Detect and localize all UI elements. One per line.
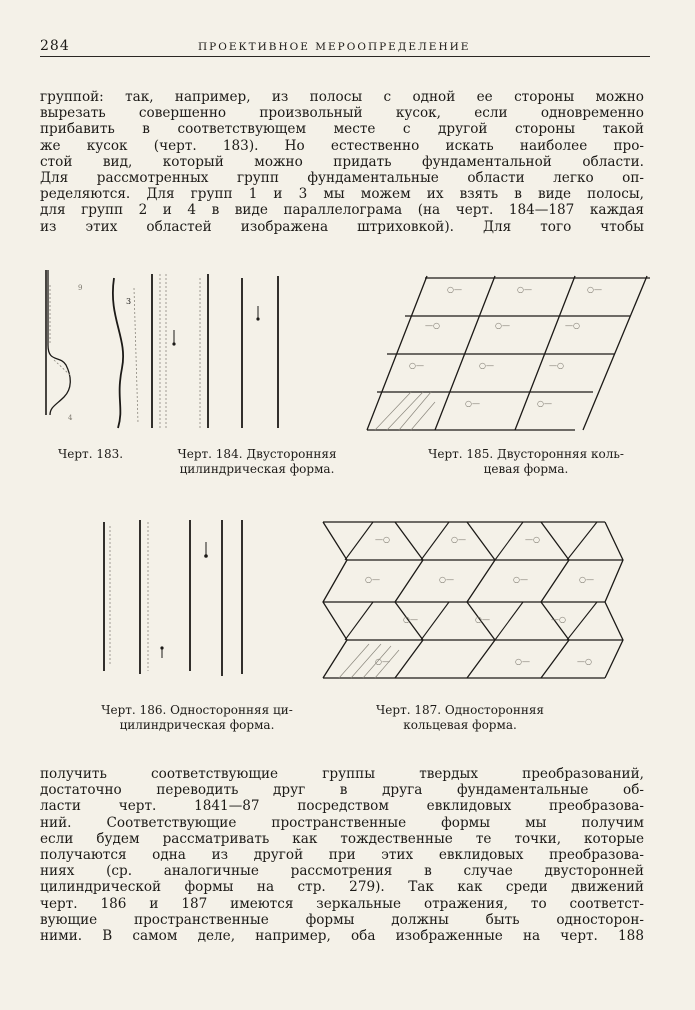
- svg-text:—○: —○: [549, 361, 564, 370]
- svg-text:○—: ○—: [375, 657, 390, 666]
- caption-fig-186: [74, 703, 320, 733]
- svg-text:○—: ○—: [439, 575, 454, 584]
- svg-text:○—: ○—: [403, 615, 418, 624]
- svg-text:○—: ○—: [515, 657, 530, 666]
- text-line: стой вид, который можно придать фундаментальной области.: [40, 153, 644, 170]
- text-line: ний. Соответствующие пространственные формы мы получим: [40, 814, 644, 831]
- text-line: для групп 2 и 4 в виде параллелограма (на черт. 184—187 каждая: [40, 202, 644, 219]
- svg-text:○—: ○—: [537, 399, 552, 408]
- text-line: ниях (ср. аналогичные рассмотрения в случае двусторонней: [40, 863, 644, 880]
- caption-line: Черт. 187. Односторонняя: [376, 703, 544, 717]
- caption-line: цилиндрическая форма.: [119, 718, 275, 732]
- svg-text:4: 4: [68, 414, 73, 422]
- text-line: цилиндрической формы на стр. 279). Так как среди движений: [40, 879, 644, 896]
- page-number: 284: [40, 38, 70, 54]
- paragraph-bottom: [40, 766, 644, 944]
- svg-text:—○: —○: [551, 615, 566, 624]
- svg-text:—○: —○: [525, 535, 540, 544]
- caption-line: цилиндрическая форма.: [179, 462, 335, 476]
- text-line: же кусок (черт. 183). Но естественно искать наиболее про-: [40, 137, 644, 154]
- svg-text:—○: —○: [577, 657, 592, 666]
- text-line: ределяются. Для групп 1 и 3 мы можем их взять в виде полосы,: [40, 186, 644, 203]
- figure-184: [102, 268, 312, 433]
- text-line: ними. В самом деле, например, оба изображенные на черт. 188: [40, 928, 644, 945]
- caption-line: Черт. 185. Двусторонняя коль-: [428, 447, 624, 461]
- text-line: достаточно переводить друг в друга фундаментальные об-: [40, 782, 644, 799]
- caption-line: цевая форма.: [483, 462, 569, 476]
- text-line: получаются одна из другой при этих евклидовых преобразова-: [40, 847, 644, 864]
- svg-text:○—: ○—: [579, 575, 594, 584]
- svg-text:—○: —○: [375, 535, 390, 544]
- svg-text:○—: ○—: [517, 285, 532, 294]
- svg-text:○—: ○—: [495, 321, 510, 330]
- text-line: прибавить в соответствующем месте с другой стороны такой: [40, 121, 644, 138]
- caption-fig-184: [152, 447, 362, 477]
- figure-187: [315, 516, 630, 681]
- text-line: группой: так, например, из полосы с одной ее стороны можно: [40, 89, 644, 105]
- svg-text:○—: ○—: [587, 285, 602, 294]
- svg-text:○—: ○—: [513, 575, 528, 584]
- running-title: ПРОЕКТИВНОЕ МЕРООПРЕДЕЛЕНИЕ: [198, 41, 471, 53]
- page-header: [40, 34, 650, 57]
- text-line: из этих областей изображена штриховкой). Для того чтобы: [40, 218, 644, 235]
- text-line: ласти черт. 1841—87 посредством евклидовых преобразова-: [40, 798, 644, 815]
- text-line: вующие пространственные формы должны быть односторон-: [40, 911, 644, 928]
- caption-fig-185: [398, 447, 654, 477]
- svg-text:—○: —○: [565, 321, 580, 330]
- text-line: Для рассмотренных групп фундаментальные области легко оп-: [40, 170, 644, 187]
- svg-text:○—: ○—: [475, 615, 490, 624]
- text-line: если будем рассматривать как тождественные те точки, которые: [40, 830, 644, 847]
- paragraph-top: [40, 89, 644, 235]
- caption-line: Черт. 183.: [58, 447, 124, 461]
- figure-185: [365, 268, 655, 433]
- caption-fig-187: [340, 703, 580, 733]
- svg-text:9: 9: [78, 284, 83, 292]
- caption-line: Черт. 184. Двусторонняя: [177, 447, 337, 461]
- caption-fig-183: [58, 447, 123, 462]
- figure-186: [96, 516, 266, 676]
- svg-text:○—: ○—: [451, 535, 466, 544]
- figure-183: [38, 265, 98, 430]
- svg-text:○—: ○—: [465, 399, 480, 408]
- text-line: черт. 186 и 187 имеются зеркальные отражения, то соответст-: [40, 895, 644, 912]
- svg-text:○—: ○—: [479, 361, 494, 370]
- text-line: получить соответствующие группы твердых преобразований,: [40, 766, 644, 782]
- svg-text:—○: —○: [425, 321, 440, 330]
- caption-line: кольцевая форма.: [403, 718, 517, 732]
- svg-text:○—: ○—: [409, 361, 424, 370]
- text-line: вырезать совершенно произвольный кусок, если одновременно: [40, 105, 644, 122]
- svg-text:3: 3: [126, 297, 132, 306]
- svg-text:○—: ○—: [365, 575, 380, 584]
- caption-line: Черт. 186. Односторонняя ци-: [101, 703, 293, 717]
- svg-text:○—: ○—: [447, 285, 462, 294]
